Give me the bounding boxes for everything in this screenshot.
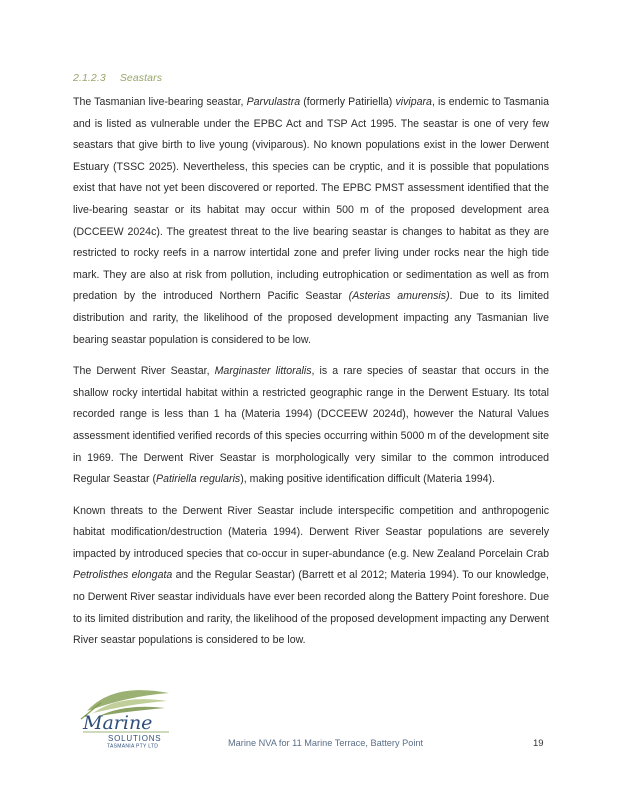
italic-text: Marginaster littoralis <box>214 365 312 378</box>
italic-text: vivipara <box>395 96 432 108</box>
text-run: Known threats to the Derwent River Seastar include interspecific competition and anthropogenic habitat modification/destruction (Materia 1994). Derwent River Seastar populations are severely impacted by introduced species that co-occur in super-abundance (e.g. New Zealand Porcelain Crab <box>73 504 549 560</box>
section-number: 2.1.2.3 <box>73 72 106 84</box>
footer-document-title: Marine NVA for 11 Marine Terrace, Battery Point <box>228 738 424 748</box>
text-run: (formerly Patiriella) <box>300 96 396 108</box>
section-heading <box>73 72 162 84</box>
italic-text: Patiriella regularis <box>156 473 241 486</box>
text-run: ), making positive identification difficult (Materia 1994). <box>240 473 495 486</box>
text-run: . Due to its limited distribution and rarity, the likelihood of the proposed development impacting any Tasmanian live bearing seastar population is considered to be low. <box>73 290 549 346</box>
text-run: and the Regular Seastar) (Barrett et al 2012; Materia 1994). To our knowledge, no Derwent River seastar individuals have ever been recorded along the Battery Point foreshore. Due to its limited distribution and rarity, the likelihood of the proposed development impacting any Derwent River seastar populations is considered to be low. <box>73 569 549 647</box>
italic-text: Parvulastra <box>246 96 301 108</box>
marine-solutions-logo <box>79 683 173 749</box>
logo-line2: TASMANIA PTY LTD <box>107 743 159 749</box>
paragraph-derwent-river-seastar <box>73 361 549 491</box>
text-run: The Derwent River Seastar, <box>73 365 215 378</box>
italic-text: Petrolisthes elongata <box>73 569 173 582</box>
paragraph-known-threats <box>73 501 549 652</box>
logo-line1: SOLUTIONS <box>108 734 162 743</box>
section-title: Seastars <box>119 72 163 84</box>
text-run: , is endemic to Tasmania and is listed as vulnerable under the EPBC Act and TSP Act 1995. The seastar is one of very few seastars that give birth to live young (viviparous). No known populations exist in the lower Derwent Estuary (TSSC 2025). Nevertheless, this species can be cryptic, and it is possible that populations exist that have not yet been discovered or reported. The EPBC PMST assessment identified that the live-bearing seastar or its habitat may occur within 500 m of the proposed development area (DCCEEW 2024c). The greatest threat to the live bearing seastar is changes to habitat as they are restricted to rocky reefs in a narrow intertidal zone and prefer living under rocks near the high tide mark. They are also at risk from pollution, including eutrophication or sedimentation as well as from predation by the introduced Northern Pacific Seastar <box>73 96 549 303</box>
page-number: 19 <box>533 738 544 749</box>
body-text <box>73 92 549 662</box>
logo-name: Marine <box>83 712 153 734</box>
paragraph-live-bearing-seastar <box>73 92 549 351</box>
italic-text: (Asterias amurensis) <box>348 290 450 303</box>
text-run: , is a rare species of seastar that occurs in the shallow rocky intertidal habitat within a restricted geographic range in the Derwent Estuary. Its total recorded range is less than 1 ha (Materia 1994) (DCCEEW 2024d), however the Natural Values assessment identified verified records of this species occurring within 5000 m of the development site in 1969. The Derwent River Seastar is morphologically very similar to the common introduced Regular Seastar ( <box>73 365 549 486</box>
text-run: The Tasmanian live-bearing seastar, <box>73 96 247 108</box>
